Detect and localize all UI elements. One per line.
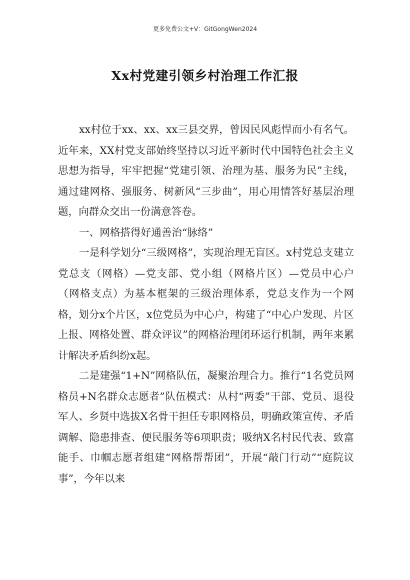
body-paragraph: 二是建强“1+N”网格队伍，凝聚治理合力。推行“1名党员网格员+N名群众志愿者”队伍模式：从村“两委”干部、党员、退役军人、乡贤中选拔X名骨干担任专职网格员，明确政策宣传、矛盾调解、隐患排查、便民服务等6项职责；吸纳X名村民代表、致富能手、巾帼志愿者组建“网格帮帮团”，开展“敲门行动”“庭院议事”，今年以来 [58,370,354,485]
intro-paragraph: xx村位于xx、xx、xx三县交界，曾因民风彪悍而小有名气。近年来，XX村党支部始终坚持以习近平新时代中国特色社会主义思想为指导，牢牢把握“党建引领、治理为基、服务为民”主线，通过建网格、强服务、树新风“三步曲”，用心用情答好基层治理题，向群众交出一份满意答卷。 [58,124,354,218]
body-paragraph: 一是科学划分“三级网格”，实现治理无盲区。x村党总支建立党总支（网格）—党支部、党小组（网格片区）—党员中心户（网格支点）为基本框架的三级治理体系，党总支作为一个网格，划分x个片区，x位党员为中心户，构建了“中心户发现、片区上报、网格处置、群众评议”的网格治理闭环运行机制，两年来累计解决矛盾纠纷x起。 [58,247,354,362]
header-note: 更多免费公文+V：GitGongWen2024 [152,26,258,33]
section-heading: 一、网格搭得好通善治“脉络” [79,226,214,239]
document-body [58,120,354,489]
document-title: Xx村党建引领乡村治理工作汇报 [111,68,299,83]
